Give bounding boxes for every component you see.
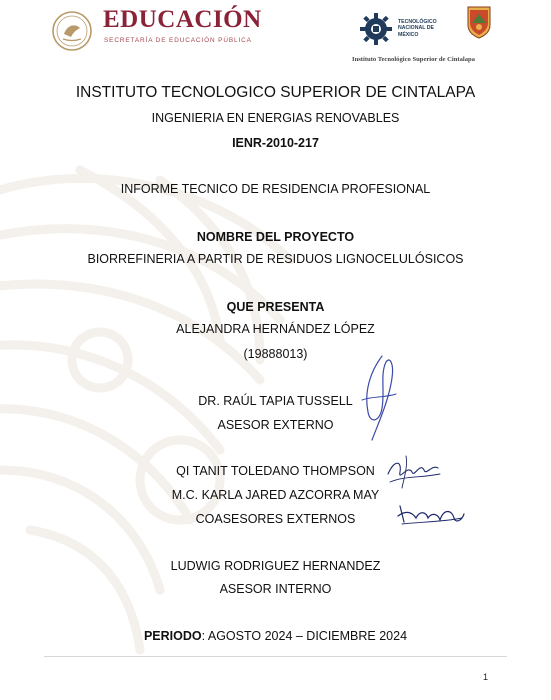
institute-caption: Instituto Tecnológico Superior de Cintalapa [352,56,475,63]
page-number: 1 [483,672,489,682]
mexico-seal-logo [51,10,93,52]
education-subtitle: SECRETARÍA DE EDUCACIÓN PÚBLICA [104,37,252,44]
external-advisor-role: ASESOR EXTERNO [217,418,334,432]
project-heading: NOMBRE DEL PROYECTO [196,230,355,244]
signature-coadvisor-2 [394,498,468,532]
institute-name: INSTITUTO TECNOLOGICO SUPERIOR DE CINTALAPA [75,84,476,101]
internal-advisor-role: ASESOR INTERNO [219,582,332,596]
report-type: INFORME TECNICO DE RESIDENCIA PROFESIONAL [120,182,431,196]
footer-rule [44,656,507,657]
period-label: PERIODO [143,629,202,643]
coadvisor-1-name: QI TANIT TOLEDANO THOMPSON [176,464,375,478]
presenter-heading: QUE PRESENTA [226,300,325,314]
program-name: INGENIERIA EN ENERGIAS RENOVABLES [151,111,400,125]
project-name: BIORREFINERIA A PARTIR DE RESIDUOS LIGNOCELULÓSICOS [87,252,464,266]
program-code: IENR-2010-217 [232,136,319,150]
chiapas-shield-logo [466,5,492,39]
tecnm-name: TECNOLÓGICO NACIONAL DE MÉXICO [398,19,437,38]
student-id: (19888013) [243,347,308,361]
education-title: EDUCACIÓN [103,6,262,33]
external-advisor-name: DR. RAÚL TAPIA TUSSELL [198,394,353,408]
coadvisor-2-name: M.C. KARLA JARED AZCORRA MAY [171,488,380,502]
signature-coadvisor-1 [384,452,444,492]
period-line [0,629,551,643]
tecnm-gear-logo [360,9,392,49]
coadvisors-role: COASESORES EXTERNOS [195,512,356,526]
period-value: : AGOSTO 2024 – DICIEMBRE 2024 [201,629,408,643]
student-name: ALEJANDRA HERNÁNDEZ LÓPEZ [176,322,375,336]
internal-advisor-name: LUDWIG RODRIGUEZ HERNANDEZ [170,559,381,573]
signature-external-advisor [352,352,398,446]
